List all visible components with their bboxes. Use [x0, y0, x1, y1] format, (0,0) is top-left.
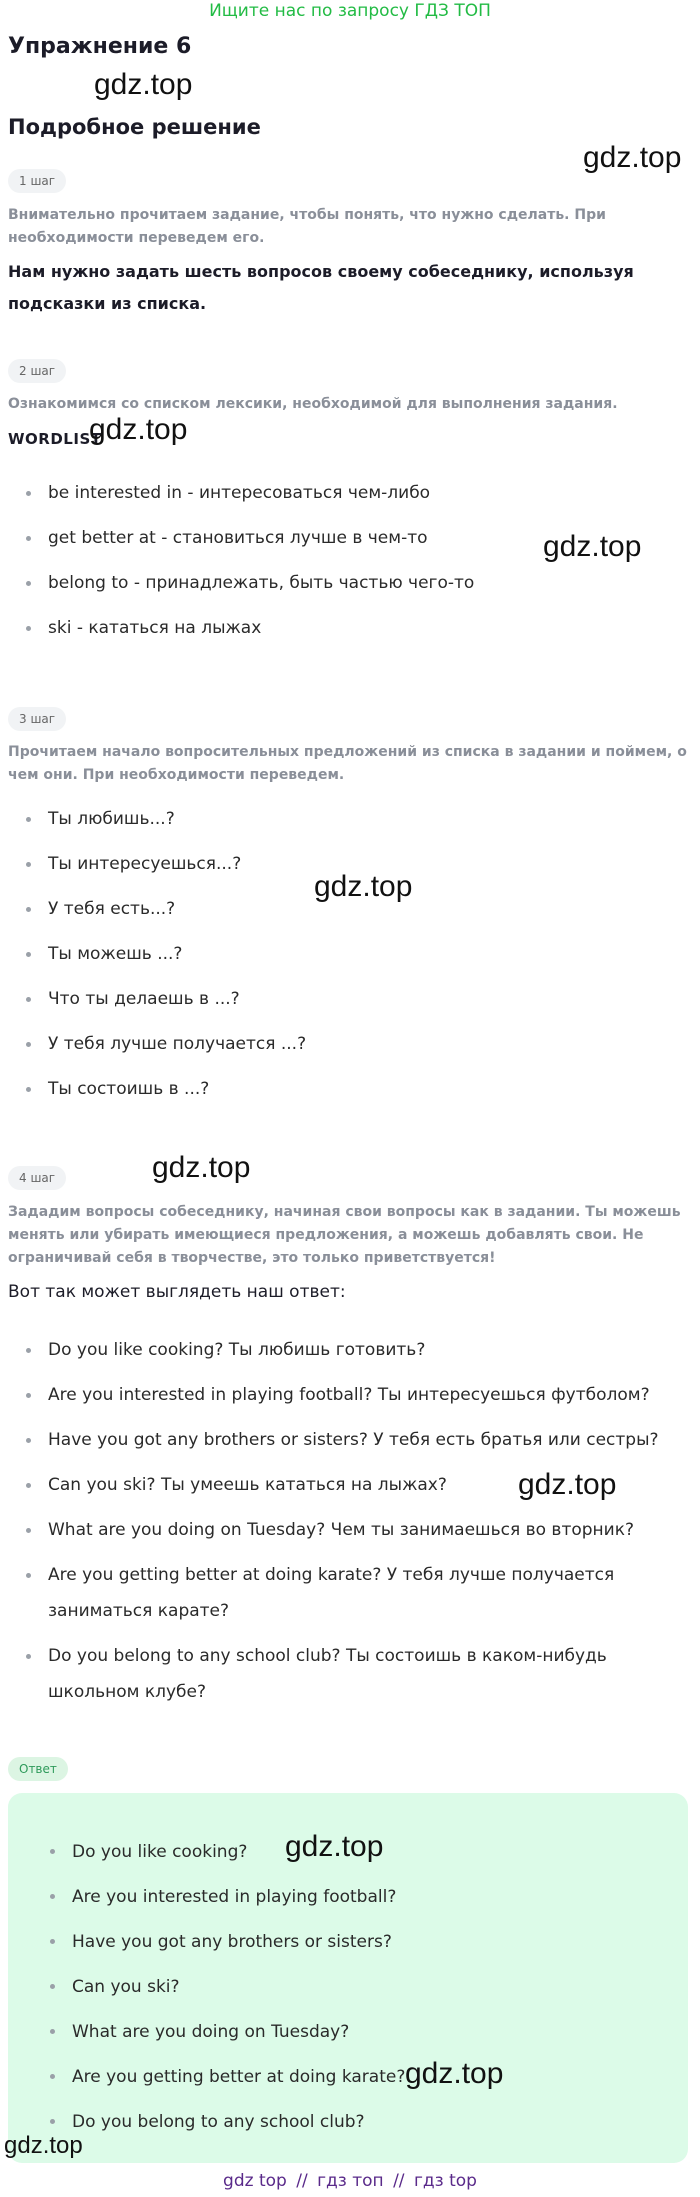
step-1-note: Внимательно прочитаем задание, чтобы понять, что нужно сделать. При необходимости переведем его.	[8, 207, 606, 246]
watermark: gdz.top	[4, 2132, 83, 2159]
watermark: gdz.top	[285, 1830, 384, 1863]
footer-separator: //	[296, 2171, 308, 2191]
list-item: What are you doing on Tuesday? Чем ты занимаешься во вторник?	[8, 1512, 688, 1548]
example-answer-list	[8, 1332, 688, 1719]
list-item: Are you interested in playing football?	[32, 1877, 672, 1922]
watermark: gdz.top	[405, 2057, 504, 2090]
step-4-note: Зададим вопросы собеседнику, начиная свои вопросы как в задании. Ты можешь менять или убирать имеющиеся предложения, а можешь добавлять свои. Не ограничивай себя в творчестве, это только приветствуется!	[8, 1204, 681, 1266]
list-item: Are you getting better at doing karate?	[32, 2057, 672, 2102]
answer-badge: Ответ	[8, 1757, 68, 1781]
list-item: Ты можешь ...?	[8, 941, 668, 986]
page-title: Упражнение 6	[8, 34, 192, 59]
wordlist-label: WORDLIST	[8, 430, 102, 448]
list-item: be interested in - интересоваться чем-либо	[8, 480, 668, 525]
step-1-text: Нам нужно задать шесть вопросов своему собеседнику, используя подсказки из списка.	[8, 262, 634, 313]
footer-separator: //	[393, 2171, 405, 2191]
top-search-link[interactable]: Ищите нас по запросу ГДЗ ТОП	[209, 1, 491, 21]
footer-link[interactable]: гдз топ	[317, 2171, 384, 2191]
footer-links	[0, 2171, 700, 2191]
step-badge-3: 3 шаг	[8, 707, 66, 731]
list-item: У тебя лучше получается ...?	[8, 1031, 668, 1076]
section-heading: Подробное решение	[8, 115, 261, 139]
watermark: gdz.top	[583, 141, 682, 174]
watermark: gdz.top	[518, 1468, 617, 1501]
question-list	[8, 806, 668, 1121]
watermark: gdz.top	[89, 413, 188, 446]
step-badge-4: 4 шаг	[8, 1166, 66, 1190]
watermark: gdz.top	[543, 530, 642, 563]
watermark: gdz.top	[314, 870, 413, 903]
list-item: Can you ski?	[32, 1967, 672, 2012]
list-item: Have you got any brothers or sisters? У тебя есть братья или сестры?	[8, 1422, 688, 1458]
list-item: Do you belong to any school club?	[32, 2102, 672, 2147]
list-item: What are you doing on Tuesday?	[32, 2012, 672, 2057]
step-badge-1: 1 шаг	[8, 169, 66, 193]
list-item: Ты любишь...?	[8, 806, 668, 851]
step-3-note: Прочитаем начало вопросительных предложений из списка в задании и поймем, о чем они. При необходимости переведем.	[8, 744, 687, 783]
list-item: Are you getting better at doing karate? У тебя лучше получается заниматься карате?	[8, 1557, 688, 1629]
list-item: get better at - становиться лучше в чем-то	[8, 525, 668, 570]
step-2-note: Ознакомимся со списком лексики, необходимой для выполнения задания.	[8, 396, 618, 412]
list-item: Do you like cooking? Ты любишь готовить?	[8, 1332, 688, 1368]
list-item: Ты интересуешься...?	[8, 851, 668, 896]
list-item: Can you ski? Ты умеешь кататься на лыжах?	[8, 1467, 688, 1503]
answer-list	[32, 1832, 672, 2147]
footer-link[interactable]: gdz top	[223, 2171, 287, 2191]
step-badge-2: 2 шаг	[8, 359, 66, 383]
list-item: Что ты делаешь в ...?	[8, 986, 668, 1031]
watermark: gdz.top	[152, 1151, 251, 1184]
list-item: Ты состоишь в ...?	[8, 1076, 668, 1121]
watermark: gdz.top	[94, 68, 193, 101]
list-item: belong to - принадлежать, быть частью чего-то	[8, 570, 668, 615]
list-item: ski - кататься на лыжах	[8, 615, 668, 660]
step-4-intro: Вот так может выглядеть наш ответ:	[8, 1282, 346, 1302]
list-item: Have you got any brothers or sisters?	[32, 1922, 672, 1967]
list-item: У тебя есть...?	[8, 896, 668, 941]
list-item: Are you interested in playing football? Ты интересуешься футболом?	[8, 1377, 688, 1413]
footer-link[interactable]: гдз top	[413, 2171, 477, 2191]
list-item: Do you like cooking?	[32, 1832, 672, 1877]
list-item: Do you belong to any school club? Ты состоишь в каком-нибудь школьном клубе?	[8, 1638, 688, 1710]
wordlist	[8, 480, 668, 660]
